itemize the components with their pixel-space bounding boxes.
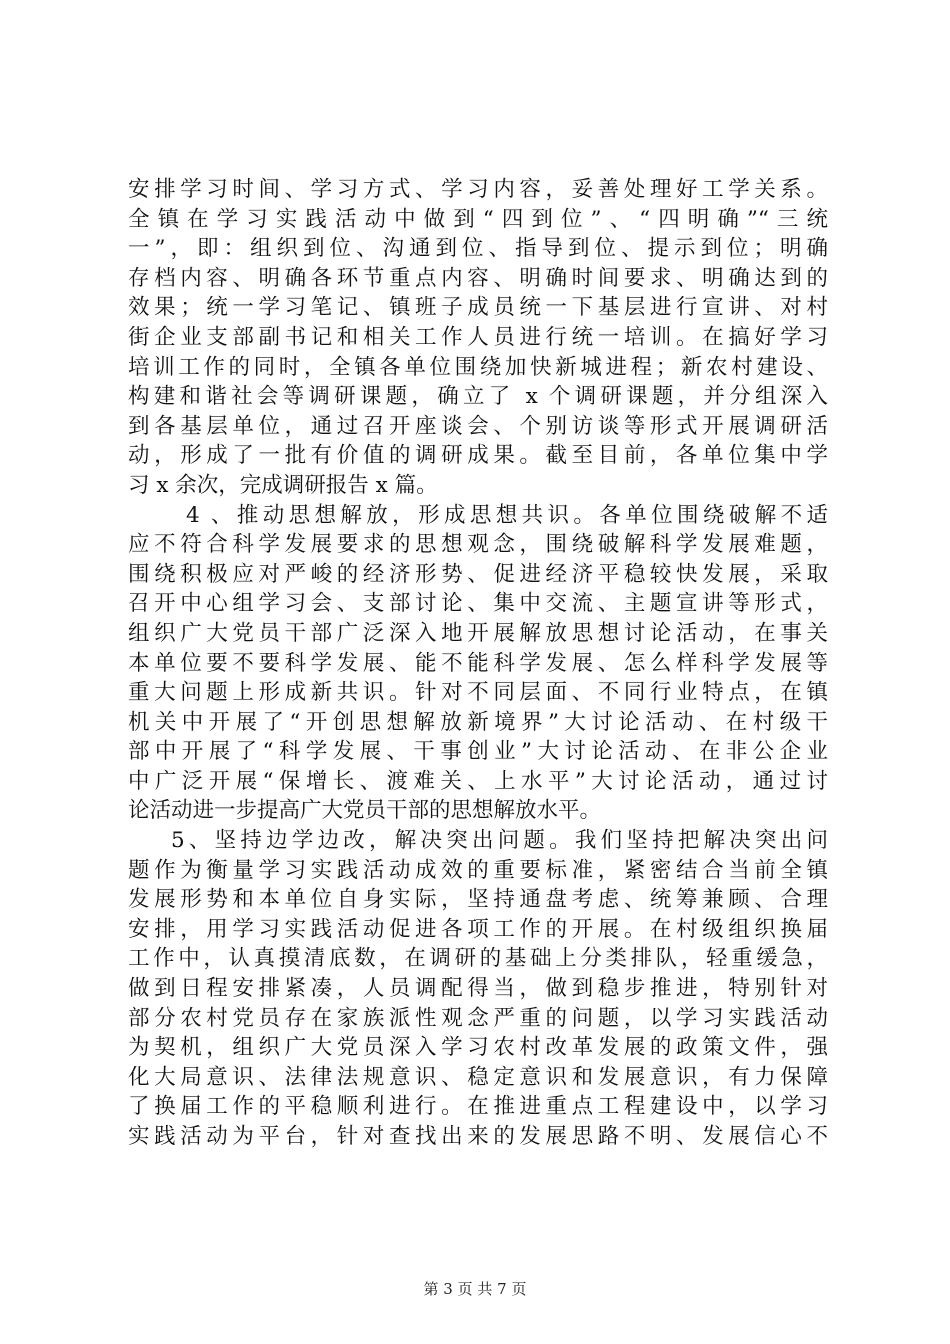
body-text — [128, 175, 828, 1152]
text-line: 重大问题上形成新共识。针对不同层面、不同行业特点，在镇 — [128, 680, 828, 706]
text-line: 应不符合科学发展要求的思想观念，围绕破解科学发展难题， — [128, 532, 828, 558]
text-line: 化大局意识、法律法规意识、稳定意识和发展意识，有力保障 — [128, 1064, 828, 1090]
text-line: 发展形势和本单位自身实际，坚持通盘考虑、统筹兼顾、合理 — [128, 887, 828, 913]
text-line: 部分农村党员存在家族派性观念严重的问题，以学习实践活动 — [128, 1005, 828, 1031]
text-line: 构建和谐社会等调研课题，确立了 x 个调研课题，并分组深入 — [128, 384, 828, 410]
text-line: 了换届工作的平稳顺利进行。在推进重点工程建设中，以学习 — [128, 1094, 828, 1120]
text-line: 做到日程安排紧凑，人员调配得当，做到稳步推进，特别针对 — [128, 976, 828, 1002]
text-line: 效果；统一学习笔记、镇班子成员统一下基层进行宣讲、对村 — [128, 295, 828, 321]
text-line: 动，形成了一批有价值的调研成果。截至目前，各单位集中学 — [128, 443, 828, 469]
page-number-footer: 第 3 页 共 7 页 — [423, 1280, 527, 1298]
text-line: 习 x 余次，完成调研报告 x 篇。 — [128, 472, 438, 498]
text-line: 为契机，组织广大党员深入学习农村改革发展的政策文件，强 — [128, 1035, 828, 1061]
paragraph-5-first-line: 5、坚持边学边改，解决突出问题。我们坚持把解决突出问 — [171, 828, 828, 854]
text-line: 安排学习时间、学习方式、学习内容，妥善处理好工学关系。 — [128, 177, 828, 202]
text-line: 全镇在学习实践活动中做到“四到位”、“四明确”“三统 — [128, 206, 828, 232]
text-line: 存档内容、明确各环节重点内容、明确时间要求、明确达到的 — [128, 265, 828, 291]
text-line: 一”，即：组织到位、沟通到位、指导到位、提示到位；明确 — [128, 236, 828, 262]
text-line: 论活动进一步提高广大党员干部的思想解放水平。 — [128, 798, 602, 824]
paragraph-4-first-line: 4 、推动思想解放，形成思想共识。各单位围绕破解不适 — [186, 502, 828, 528]
text-line: 工作中，认真摸清底数，在调研的基础上分类排队，轻重缓急， — [128, 946, 828, 972]
text-line: 题作为衡量学习实践活动成效的重要标准，紧密结合当前全镇 — [128, 857, 828, 883]
text-line: 召开中心组学习会、支部讨论、集中交流、主题宣讲等形式， — [128, 591, 828, 617]
text-line: 到各基层单位，通过召开座谈会、个别访谈等形式开展调研活 — [128, 413, 828, 439]
text-line: 街企业支部副书记和相关工作人员进行统一培训。在搞好学习 — [128, 324, 828, 350]
text-line: 中广泛开展“保增长、渡难关、上水平”大讨论活动，通过讨 — [128, 768, 828, 794]
text-line: 培训工作的同时，全镇各单位围绕加快新城进程；新农村建设、 — [128, 354, 828, 380]
text-line: 本单位要不要科学发展、能不能科学发展、怎么样科学发展等 — [128, 650, 828, 676]
text-line: 实践活动为平台，针对查找出来的发展思路不明、发展信心不 — [128, 1124, 828, 1149]
text-line: 组织广大党员干部广泛深入地开展解放思想讨论活动，在事关 — [128, 620, 828, 646]
text-line: 围绕积极应对严峻的经济形势、促进经济平稳较快发展，采取 — [128, 561, 828, 587]
text-line: 安排，用学习实践活动促进各项工作的开展。在村级组织换届 — [128, 916, 828, 942]
text-line: 部中开展了“科学发展、干事创业”大讨论活动、在非公企业 — [128, 739, 828, 765]
text-line: 机关中开展了“开创思想解放新境界”大讨论活动、在村级干 — [128, 709, 828, 735]
